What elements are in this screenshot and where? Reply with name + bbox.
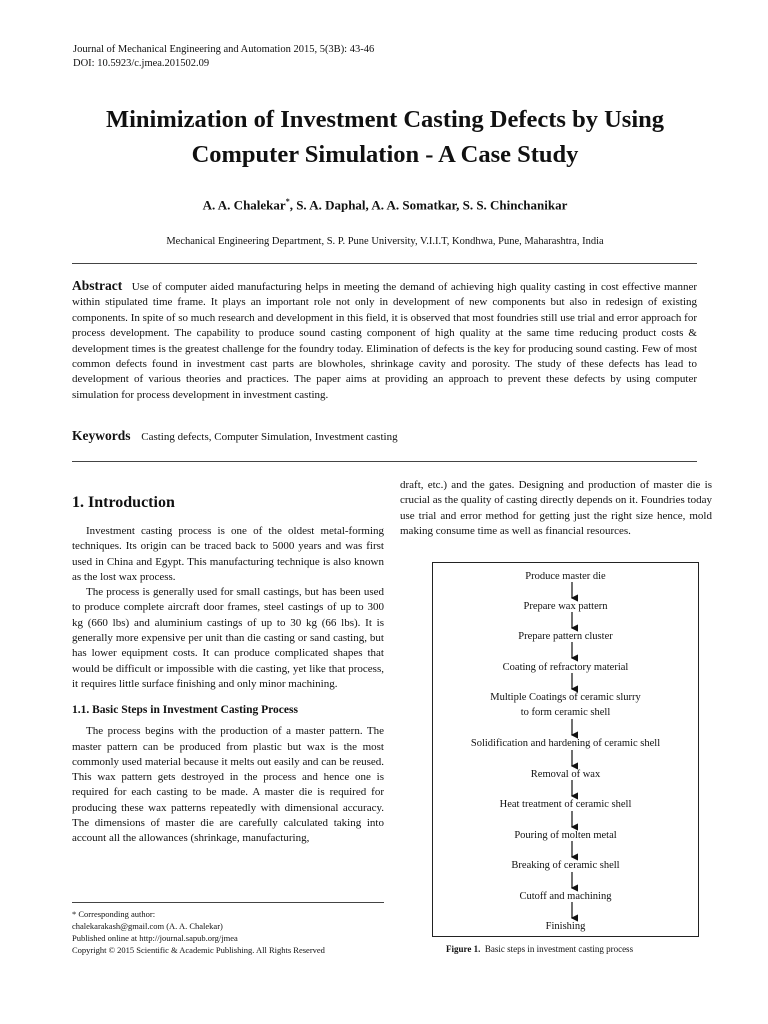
footnote-email: chalekarakash@gmail.com (A. A. Chalekar) bbox=[72, 921, 223, 931]
flowchart-box bbox=[432, 562, 699, 937]
journal-header bbox=[73, 43, 374, 71]
flow-step-8: Heat treatment of ceramic shell bbox=[499, 799, 632, 810]
divider-top bbox=[72, 263, 697, 264]
journal-citation: Journal of Mechanical Engineering and Automation 2015, 5(3B): 43-46 bbox=[73, 44, 375, 55]
footnote-corresponding: * Corresponding author: bbox=[72, 909, 156, 919]
divider-bottom bbox=[72, 461, 697, 462]
intro-heading: 1. Introduction bbox=[72, 494, 175, 511]
flow-step-12: Finishing bbox=[545, 921, 586, 932]
doi: DOI: 10.5923/c.jmea.201502.09 bbox=[73, 58, 210, 69]
footnote-copyright: Copyright © 2015 Scientific & Academic Publishing. All Rights Reserved bbox=[72, 945, 325, 955]
keywords-label: Keywords bbox=[72, 428, 131, 443]
paper-title bbox=[60, 102, 710, 172]
right-column-text: draft, etc.) and the gates. Designing and production of master die is crucial as the quality of casting directly depends on it. Foundries today use trial and error method for getting just the right size hence, mold making consume time as well as financial resources. bbox=[400, 479, 712, 537]
affiliation: Mechanical Engineering Department, S. P. Pune University, V.I.I.T, Kondhwa, Pune, Maharashtra, India bbox=[166, 236, 604, 247]
flow-step-2: Prepare wax pattern bbox=[523, 601, 608, 612]
footnote-published: Published online at http://journal.sapub.org/jmea bbox=[72, 933, 238, 943]
intro-paragraph-2: The process is generally used for small castings, but has been used to produce complete aircraft door frames, steel castings of up to 300 kg (660 lbs) and aluminium castings of up to 30 kg (66 lbs). It is generally more expensive per unit than die casting or sand casting, but has lower equipment costs. It can produce complicated shapes that would be difficult or impossible with die casting, yet like that process, it requires little surface finishing and only minor machining. bbox=[72, 586, 384, 690]
footnote-divider bbox=[72, 902, 384, 903]
corresponding-mark: * bbox=[285, 197, 290, 206]
intro-paragraph-3: The process begins with the production of a master pattern. The master pattern can be produced from plastic but wax is the most commonly used material because it melts out easily and can be reused. This wax pattern gets destroyed in the process and hence one is required for each casting to be made. A master die is required for producing these wax patterns repeatedly with dimensional accuracy. The dimensions of master die are carefully calculated taking into account all the allowances (shrinkage, manufacturing, bbox=[72, 725, 384, 845]
flow-step-4: Coating of refractory material bbox=[502, 662, 629, 673]
other-authors: , S. A. Daphal, A. A. Somatkar, S. S. Chinchanikar bbox=[289, 197, 568, 213]
subsection-heading: 1.1. Basic Steps in Investment Casting Process bbox=[72, 704, 298, 717]
footnote bbox=[72, 908, 325, 956]
left-column bbox=[72, 494, 384, 847]
abstract-label: Abstract bbox=[72, 278, 123, 293]
keywords-block bbox=[72, 428, 398, 444]
author-list bbox=[60, 197, 710, 213]
figure-caption bbox=[446, 944, 633, 954]
flow-step-1: Produce master die bbox=[525, 571, 606, 582]
flow-step-7: Removal of wax bbox=[530, 769, 601, 780]
figure-label: Figure 1. bbox=[446, 944, 481, 954]
abstract-text: Use of computer aided manufacturing helps in meeting the demand of achieving high quality casting in cost effective manner within stipulated time frame. It plays an important role not only in development of new components but also in redesign of existing components. In spite of so much research and development in this field, it is observed that most foundries still use trial and error approach for process development. The capability to produce sound casting component of high quality at the same time reducing product costs & development times is the greatest challenge for the foundry today. Elimination of defects is the key for producing sound casting. Few of most common defects found in investment cast parts are blowholes, shrinkage cavity and porosity. The study of these defects has lead to development of various theories and practices. The paper aims at providing an approach to prevent these defects by using computer simulation for process development in investment casting. bbox=[72, 281, 697, 401]
first-author: A. A. Chalekar bbox=[202, 197, 286, 213]
keywords-text: Casting defects, Computer Simulation, Investment casting bbox=[141, 431, 398, 443]
intro-paragraph-1: Investment casting process is one of the oldest metal-forming techniques. Its origin can be traced back to 5000 years and was first used in China and Egypt. This manufacturing technique is also known as the lost wax process. bbox=[72, 525, 384, 583]
flow-step-3: Prepare pattern cluster bbox=[518, 631, 613, 642]
figure-caption-text: Basic steps in investment casting process bbox=[484, 944, 634, 954]
flow-step-11: Cutoff and machining bbox=[519, 891, 612, 902]
flow-step-5b: to form ceramic shell bbox=[520, 707, 611, 718]
flow-step-10: Breaking of ceramic shell bbox=[511, 860, 620, 871]
flow-step-9: Pouring of molten metal bbox=[514, 830, 617, 841]
abstract-block bbox=[72, 278, 697, 403]
flow-step-5a: Multiple Coatings of ceramic slurry bbox=[490, 692, 641, 703]
flow-step-6: Solidification and hardening of ceramic shell bbox=[470, 738, 661, 749]
title-line-2: Computer Simulation - A Case Study bbox=[191, 141, 579, 168]
title-line-1: Minimization of Investment Casting Defects by Using bbox=[105, 106, 665, 133]
